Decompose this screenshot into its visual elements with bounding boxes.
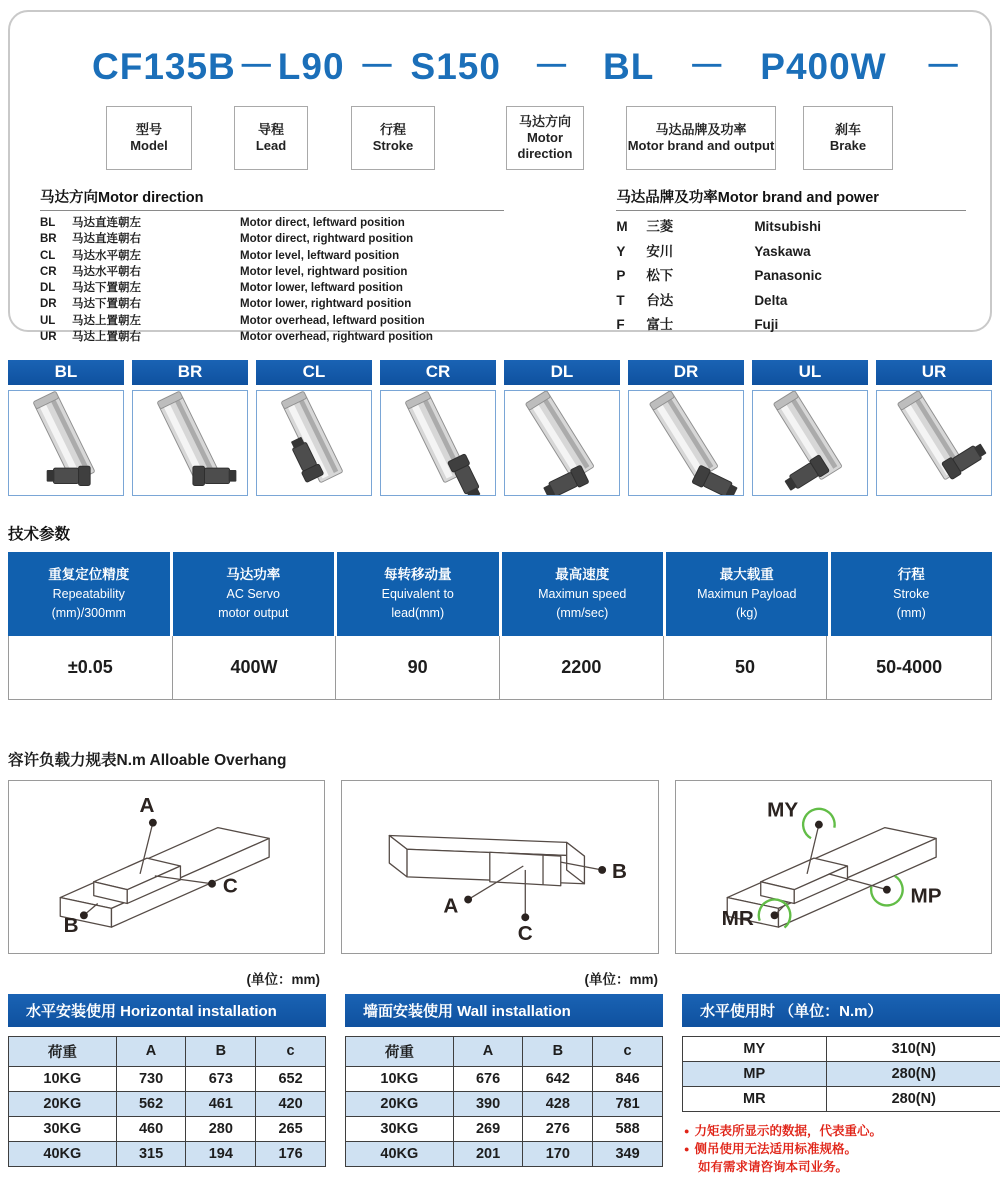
variant-ul [752,360,868,496]
tech-header-en: AC Servo [226,587,280,602]
cell: 20KG [346,1091,454,1116]
moment-table [682,1036,1000,1112]
actuator-photo-cl [257,391,371,495]
header-cell: A [116,1036,186,1066]
tech-header-cell [666,552,828,636]
list-item [40,329,504,345]
header-cell: 荷重 [9,1036,117,1066]
direction-code: UL [40,314,56,327]
header-cell: A [453,1036,523,1066]
direction-code: DL [40,282,56,295]
label-box-lead [234,106,308,170]
direction-zh: 马达水平朝右 [72,265,141,278]
variant-grid [8,360,992,496]
brand-en: Delta [754,292,788,308]
tech-value-stroke: 50-4000 [827,636,991,699]
direction-en: Motor overhead, rightward position [240,331,433,344]
table-row [9,1066,326,1091]
brand-code: T [616,292,625,308]
table-header-row [9,1036,326,1066]
overhang-diagrams [8,780,992,954]
header-cell: c [593,1036,663,1066]
cell: 461 [186,1091,256,1116]
dash: － [358,46,397,87]
variant-cr [380,360,496,496]
direction-en: Motor direct, leftward position [240,217,405,229]
diagram-horizontal-overhang [8,780,325,954]
direction-en: Motor level, leftward position [240,249,400,262]
note-text: 力矩表所显示的数据，代表重心。 [694,1123,882,1138]
label-zh: 马达方向 [518,113,571,129]
horizontal-table-title: 水平安装使用 Horizontal installation [8,994,326,1027]
variant-ur [876,360,992,496]
variant-image [132,390,248,496]
diagram-label-b: B [612,859,628,883]
moment-table-title: 水平使用时 （单位：N.m） [682,994,1000,1027]
tech-header-en: Repeatability [52,587,125,602]
cell: 201 [453,1141,523,1166]
tech-header-unit: (kg) [735,606,758,620]
list-item [616,289,966,314]
cell: 40KG [9,1141,117,1166]
motor-brand-title: 马达品牌及功率Motor brand and power [616,186,966,211]
tech-header-zh: 每转移动量 [384,567,452,582]
diagram-label-c: C [222,874,238,898]
brand-zh: 松下 [646,268,674,283]
note-line-2 [682,1140,1000,1158]
list-item [40,296,504,312]
moment-label: MR [683,1086,827,1111]
model-part-power: P400W [760,46,887,87]
table-row [346,1091,663,1116]
cell: 428 [523,1091,593,1116]
tech-value-row [8,636,992,700]
direction-zh: 马达下置朝左 [72,282,141,295]
table-row [9,1116,326,1141]
direction-code: BR [40,233,57,246]
note-line-3 [682,1158,1000,1176]
diagram-label-mp: MP [910,884,942,908]
moment-value: 280(N) [826,1061,1000,1086]
direction-en: Motor lower, rightward position [240,298,412,311]
note-text: 如有需求请咨询本司业务。 [698,1160,849,1174]
tech-header-zh: 最高速度 [555,567,610,582]
direction-zh: 马达直连朝右 [72,233,141,246]
cell: 30KG [9,1116,117,1141]
label-en: Brake [829,138,867,153]
model-part-direction: BL [602,46,655,87]
tech-header-cell [173,552,335,636]
variant-header: DR [628,360,744,385]
direction-zh: 马达上置朝右 [72,331,141,344]
label-en: Model [130,138,168,153]
dash: － [532,46,571,87]
tech-params-table [8,552,992,700]
cell: 10KG [9,1066,117,1091]
variant-image [752,390,868,496]
brand-code: M [616,219,628,234]
overhang-diagram-2 [342,781,657,953]
model-part-lead: L90 [277,46,345,87]
brand-zh: 安川 [646,243,674,259]
diagram-moment [675,780,992,954]
actuator-photo-dl [505,391,619,495]
table-row [683,1036,1000,1061]
tech-params-heading: 技术参数 [8,526,71,543]
horizontal-table [8,1036,326,1167]
variant-header: CR [380,360,496,385]
list-item [40,215,504,231]
moment-value: 280(N) [826,1086,1000,1111]
overhang-heading: 容许负载力规表N.m Alloable Overhang [8,751,287,769]
direction-en: Motor level, rightward position [240,265,408,278]
cell: 642 [523,1066,593,1091]
list-item [616,264,966,289]
tech-value-motor-output: 400W [173,636,337,699]
variant-image [380,390,496,496]
label-zh: 行程 [379,121,406,137]
table-row [346,1141,663,1166]
dash: － [688,46,727,87]
variant-header: CL [256,360,372,385]
tech-value-lead: 90 [336,636,500,699]
motor-brand-list [616,186,966,345]
direction-zh: 马达下置朝右 [72,298,141,311]
direction-code: BL [40,217,56,229]
variant-image [876,390,992,496]
diagram-wall-overhang [341,780,658,954]
variant-header: UL [752,360,868,385]
direction-code: DR [40,298,57,311]
wall-installation-section [345,994,663,1167]
table-row [346,1066,663,1091]
variant-image [504,390,620,496]
cell: 460 [116,1116,186,1141]
cell: 265 [256,1116,326,1141]
cell: 420 [256,1091,326,1116]
direction-en: Motor overhead, leftward position [240,314,425,327]
tech-header-cell [831,552,993,636]
variant-bl [8,360,124,496]
direction-code: CR [40,265,57,278]
cell: 781 [593,1091,663,1116]
variant-br [132,360,248,496]
tech-value-max-speed: 2200 [500,636,664,699]
list-item [616,215,966,240]
variant-header: DL [504,360,620,385]
brand-en: Yaskawa [754,243,811,259]
list-item [616,313,966,338]
tech-header-cell [8,552,170,636]
actuator-photo-dr [629,391,743,495]
tech-header-unit: lead(mm) [391,606,445,620]
brand-en: Panasonic [754,268,822,283]
table-header-row [346,1036,663,1066]
cell: 276 [523,1116,593,1141]
direction-code: CL [40,249,56,262]
tech-header-row [8,552,992,636]
brand-en: Fuji [754,317,779,332]
diagram-label-my: MY [766,798,798,822]
label-en: Stroke [372,138,414,153]
tech-header-en: Maximun speed [538,587,627,602]
horizontal-installation-section [8,994,326,1167]
direction-zh: 马达上置朝左 [72,314,141,327]
tech-header-cell [502,552,664,636]
list-item [40,280,504,296]
actuator-photo-cr [381,391,495,495]
label-en: Motor direction [517,129,573,162]
direction-zh: 马达水平朝左 [72,249,141,262]
brand-code: Y [616,243,626,259]
cell: 673 [186,1066,256,1091]
label-box-model [106,106,192,170]
diagram-label-a: A [139,793,155,817]
unit-label-mm-2: (单位：mm) [584,971,658,987]
label-zh: 马达品牌及功率 [655,121,747,137]
diagram-label-mr: MR [721,906,754,930]
moment-value: 310(N) [826,1036,1000,1061]
load-tables-row [8,994,992,1176]
list-item [40,313,504,329]
label-en: Motor brand and output [627,138,775,153]
variant-header: BL [8,360,124,385]
header-cell: c [256,1036,326,1066]
variant-dr [628,360,744,496]
cell: 269 [453,1116,523,1141]
brand-zh: 三菱 [646,219,674,234]
label-box-brake [803,106,893,170]
direction-en: Motor direct, rightward position [240,233,414,246]
variant-image [256,390,372,496]
label-box-direction [506,106,584,170]
wall-table [345,1036,663,1167]
note-line-1 [682,1122,1000,1140]
cell: 280 [186,1116,256,1141]
tech-header-en: Stroke [893,587,930,602]
brand-code: P [616,268,626,283]
cell: 846 [593,1066,663,1091]
model-part-series: CF135B [92,46,236,87]
tech-header-zh: 行程 [897,567,925,582]
list-item [40,248,504,264]
tech-header-zh: 马达功率 [226,567,281,582]
header-cell: B [523,1036,593,1066]
overhang-diagram-1 [9,781,324,953]
cell: 315 [116,1141,186,1166]
brand-en: Mitsubishi [754,219,822,234]
tech-header-zh: 最大载重 [719,567,774,582]
motor-direction-list [40,186,504,345]
cell: 170 [523,1141,593,1166]
cell: 562 [116,1091,186,1116]
cell: 588 [593,1116,663,1141]
tech-header-unit: (mm)/300mm [51,606,126,620]
direction-en: Motor lower, leftward position [240,282,403,295]
dash: － [237,46,276,87]
tech-header-cell [337,552,499,636]
direction-zh: 马达直连朝左 [72,217,141,229]
cell: 176 [256,1141,326,1166]
label-zh: 型号 [135,121,162,137]
variant-image [628,390,744,496]
bullet-icon: ● [684,1125,690,1136]
list-item [40,264,504,280]
tech-header-en: Maximun Payload [697,587,797,602]
brand-code: F [616,317,625,332]
variant-dl [504,360,620,496]
model-label-row [34,106,966,172]
moment-label: MP [683,1061,827,1086]
actuator-photo-bl [9,391,123,495]
direction-code: UR [40,331,57,344]
label-en: Lead [255,138,287,153]
bullet-icon: ● [684,1143,690,1154]
cell: 390 [453,1091,523,1116]
cell: 194 [186,1141,256,1166]
cell: 30KG [346,1116,454,1141]
diagram-label-a: A [443,894,459,918]
unit-label-row [8,968,992,988]
moment-section [682,994,1000,1176]
label-zh: 导程 [257,121,284,137]
tech-header-unit: (mm/sec) [556,606,609,620]
label-box-stroke [351,106,435,170]
actuator-photo-ur [877,391,991,495]
motor-direction-title: 马达方向Motor direction [40,186,504,211]
table-row [683,1061,1000,1086]
tech-header-en: Equivalent to [381,587,454,602]
moment-label: MY [683,1036,827,1061]
wall-table-title: 墙面安装使用 Wall installation [345,994,663,1027]
header-cell: B [186,1036,256,1066]
overhang-diagram-3 [676,781,991,953]
unit-label-mm-1: (单位：mm) [246,971,320,987]
list-item [40,231,504,247]
actuator-photo-ul [753,391,867,495]
cell: 349 [593,1141,663,1166]
brand-zh: 台达 [646,292,674,308]
actuator-photo-br [133,391,247,495]
dash: － [924,46,963,87]
variant-header: UR [876,360,992,385]
tech-value-repeatability: ±0.05 [9,636,173,699]
notes [682,1122,1000,1176]
cell: 20KG [9,1091,117,1116]
note-text: 侧吊使用无法适用标准规格。 [694,1141,857,1156]
diagram-label-b: B [63,913,79,937]
model-part-stroke: S150 [410,46,501,87]
cell: 652 [256,1066,326,1091]
variant-cl [256,360,372,496]
table-row [683,1086,1000,1111]
cell: 730 [116,1066,186,1091]
tech-value-max-payload: 50 [664,636,828,699]
cell: 676 [453,1066,523,1091]
label-zh: 刹车 [834,121,861,137]
label-box-brand [626,106,776,170]
table-row [346,1116,663,1141]
diagram-label-c: C [518,921,534,945]
model-code-box [8,10,992,344]
tech-header-unit: motor output [218,606,289,620]
list-item [616,240,966,265]
table-row [9,1141,326,1166]
cell: 10KG [346,1066,454,1091]
model-code-title [92,36,966,90]
tech-header-zh: 重复定位精度 [48,567,130,582]
brand-zh: 富士 [646,317,674,332]
cell: 40KG [346,1141,454,1166]
header-cell: 荷重 [346,1036,454,1066]
variant-header: BR [132,360,248,385]
variant-image [8,390,124,496]
tech-header-unit: (mm) [896,606,926,620]
table-row [9,1091,326,1116]
